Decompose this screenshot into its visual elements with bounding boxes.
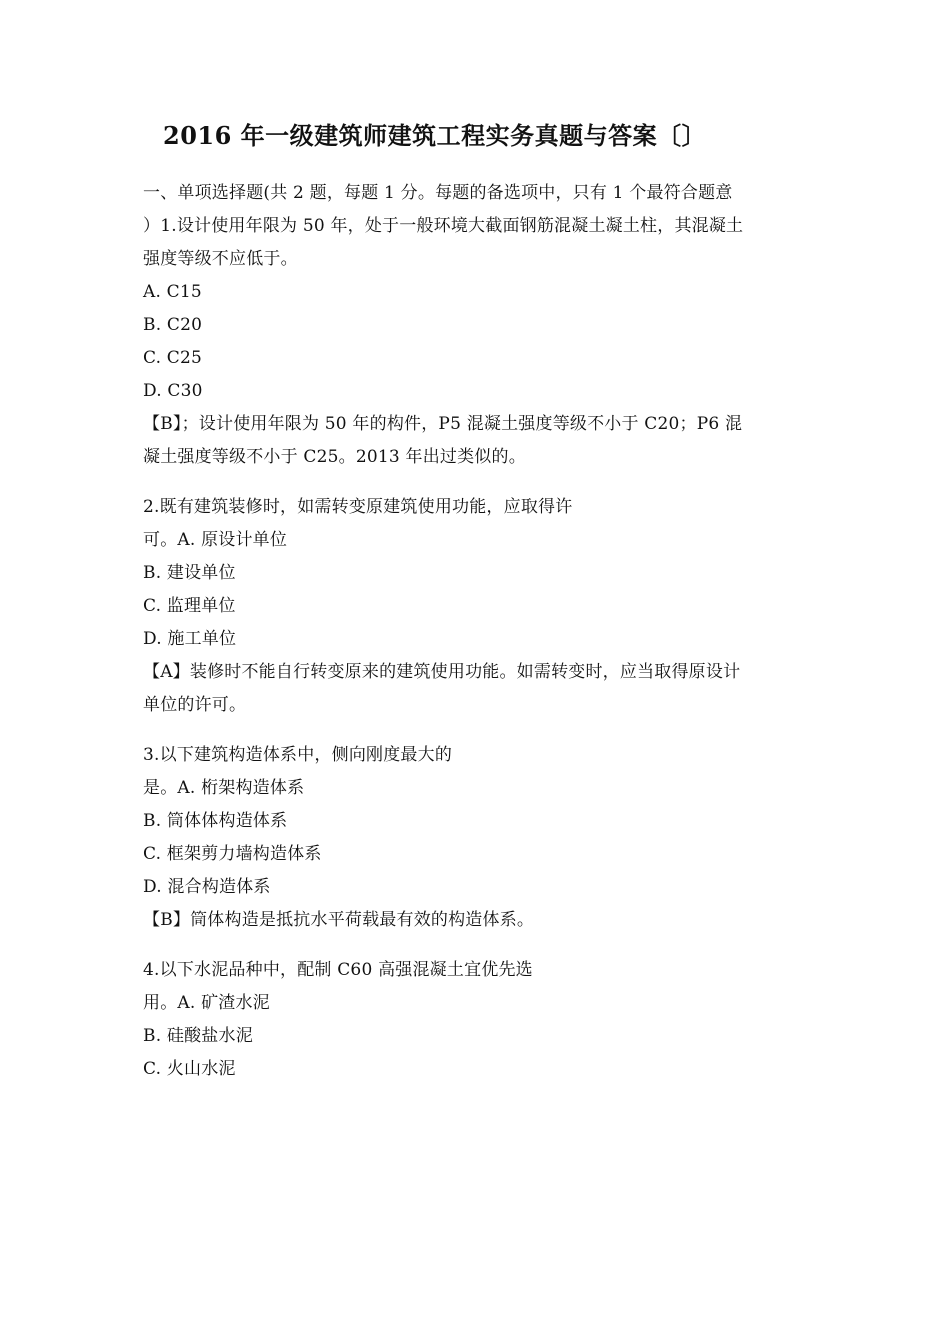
section-gap <box>143 722 811 739</box>
answer-line: 单位的许可。 <box>143 695 247 715</box>
option-line: C. 框架剪力墙构造体系 <box>143 844 322 864</box>
answer-line: 【B】；设计使用年限为 50 年的构件，P5 混凝土强度等级不小于 C20；P6 混 <box>143 414 743 434</box>
option-line: A. C15 <box>143 282 202 302</box>
answer-line: 凝土强度等级不小于 C25。2013 年出过类似的。 <box>143 447 526 467</box>
text-line: 3.以下建筑构造体系中，侧向刚度最大的 <box>143 745 453 765</box>
document-title: 2016 年一级建筑师建筑工程实务真题与答案〔〕 <box>163 121 707 150</box>
option-line: C. 监理单位 <box>143 596 236 616</box>
question-3 <box>143 739 811 937</box>
option-line: B. 硅酸盐水泥 <box>143 1026 253 1046</box>
option-line: 可。A. 原设计单位 <box>143 530 288 550</box>
question-1 <box>143 177 811 474</box>
option-line: D. 混合构造体系 <box>143 877 271 897</box>
text-line: 一、单项选择题(共 2 题，每题 1 分。每题的备选项中，只有 1 个最符合题意 <box>143 183 733 203</box>
option-line: B. 筒体体构造体系 <box>143 811 288 831</box>
text-line: 4.以下水泥品种中，配制 C60 高强混凝土宜优先选 <box>143 960 533 980</box>
option-line: B. 建设单位 <box>143 563 236 583</box>
answer-line: 【B】筒体构造是抵抗水平荷载最有效的构造体系。 <box>143 910 535 930</box>
option-line: B. C20 <box>143 315 203 335</box>
text-line: 强度等级不应低于。 <box>143 249 298 269</box>
option-line: C. C25 <box>143 348 203 368</box>
option-line: 是。A. 桁架构造体系 <box>143 778 305 798</box>
document-body <box>143 177 811 1086</box>
question-2 <box>143 491 811 722</box>
text-line: ）1.设计使用年限为 50 年，处于一般环境大截面钢筋混凝土凝土柱，其混凝土 <box>143 216 744 236</box>
option-line: D. 施工单位 <box>143 629 237 649</box>
section-gap <box>143 474 811 491</box>
option-line: 用。A. 矿渣水泥 <box>143 993 270 1013</box>
option-line: C. 火山水泥 <box>143 1059 236 1079</box>
question-4 <box>143 954 811 1086</box>
section-gap <box>143 937 811 954</box>
text-line: 2.既有建筑装修时，如需转变原建筑使用功能，应取得许 <box>143 497 573 517</box>
answer-line: 【A】装修时不能自行转变原来的建筑使用功能。如需转变时，应当取得原设计 <box>143 662 741 682</box>
option-line: D. C30 <box>143 381 203 401</box>
